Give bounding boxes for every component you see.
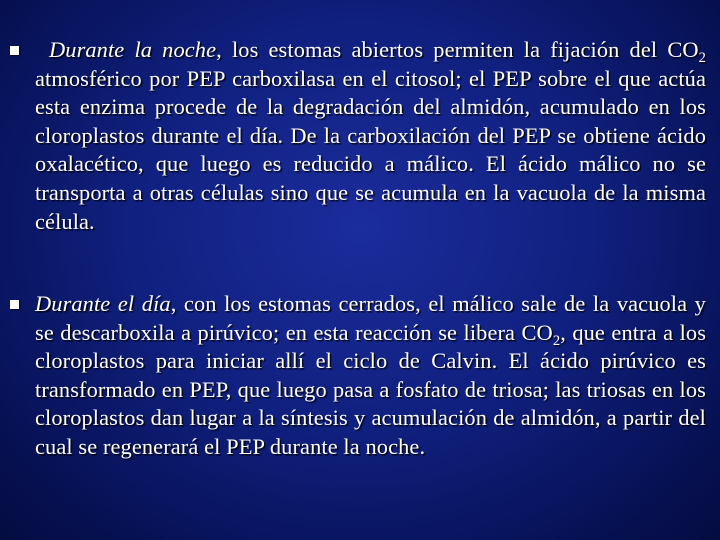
paragraph-text: , que entra a los cloroplastos para iniciar allí el ciclo de Calvin. El ácido pirúvico es transformado en PEP, que luego pasa a fosfato de triosa; las triosas en los cloroplastos dan lugar a la síntesis y acumulación de almidón, a partir del cual se regenerará el PEP durante la noche.: [35, 319, 707, 459]
paragraph-lead: Durante la noche: [49, 37, 217, 62]
subscript: 2: [552, 332, 561, 349]
paragraph-night: [35, 36, 706, 236]
square-bullet-icon: [10, 300, 19, 309]
paragraph-text: , los estomas abiertos permiten la fijación del CO: [216, 37, 699, 62]
paragraph-text: atmosférico por PEP carboxilasa en el citosol; el PEP sobre el que actúa esta enzima procede de la degradación del almidón, acumulado en los cloroplastos durante el día. De la carboxilación del PEP se obtiene ácido oxalacético, que luego es reducido a málico. El ácido málico no se transporta a otras células sino que se acumula en la vacuola de la misma célula.: [35, 65, 706, 234]
paragraph-lead: Durante el día: [35, 291, 171, 316]
paragraph-text: , con los estomas cerrados, el málico sale de la vacuola y se descarboxila a pirúvico; en esta reacción se libera CO: [35, 291, 706, 345]
square-bullet-icon: [10, 46, 19, 55]
subscript: 2: [698, 50, 706, 66]
paragraph-day: [35, 290, 706, 462]
